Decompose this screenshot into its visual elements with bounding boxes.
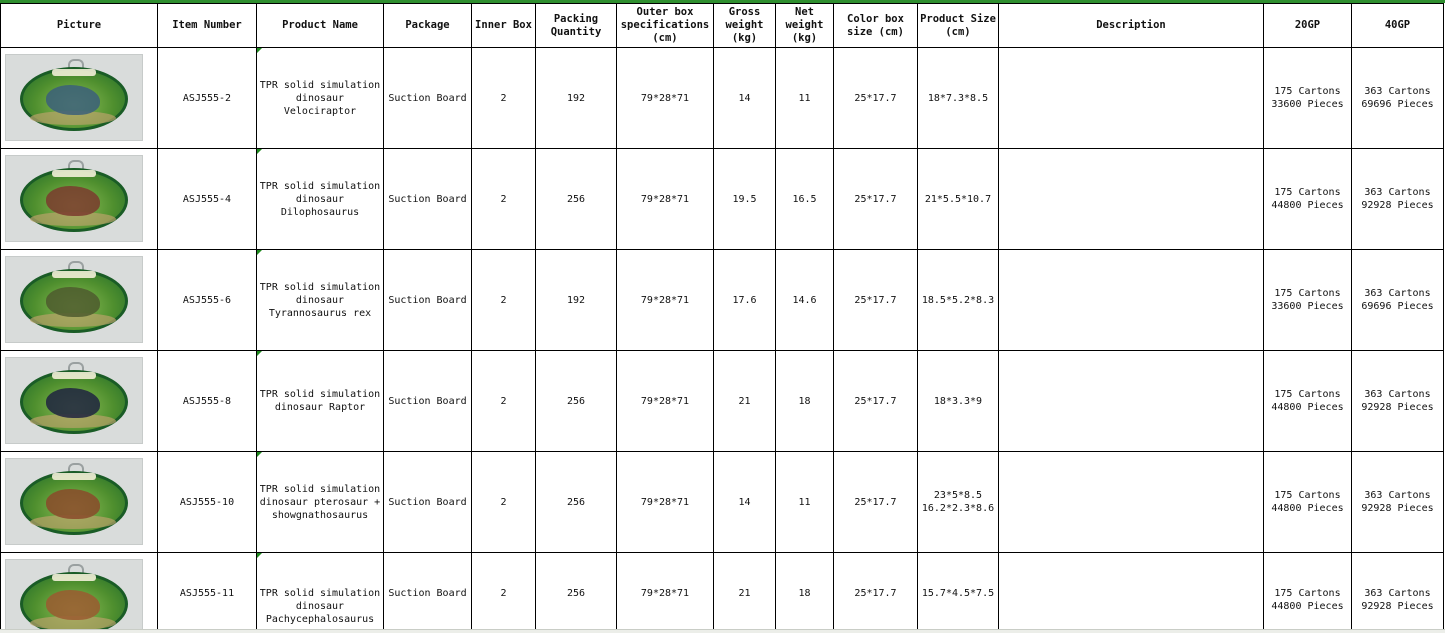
header-product-name[interactable]: Product Name: [257, 4, 384, 48]
packing-quantity-value: 192: [566, 92, 586, 104]
inner-box-cell[interactable]: [472, 149, 536, 250]
product-name-cell[interactable]: [257, 351, 384, 452]
product-size-value: 18.5*5.2*8.3: [921, 294, 995, 306]
color-box-size-value: 25*17.7: [854, 496, 897, 508]
package-value: Suction Board: [388, 588, 467, 599]
outer-box-cell[interactable]: [617, 250, 714, 351]
horizontal-scrollbar[interactable]: [0, 629, 1445, 633]
header-item-number[interactable]: Item Number: [158, 4, 257, 48]
outer-box-cell[interactable]: [617, 351, 714, 452]
net-weight-cell[interactable]: [776, 452, 834, 553]
product-size-value: 23*5*8.5 16.2*2.3*8.6: [921, 490, 995, 514]
package-cell[interactable]: [384, 452, 472, 553]
product-size-value: 18*7.3*8.5: [927, 92, 989, 104]
cell-flag-icon: [257, 250, 262, 255]
packing-quantity-cell[interactable]: [536, 149, 617, 250]
gp40-cell[interactable]: [1352, 452, 1444, 553]
gp40-value: 363 Cartons 92928 Pieces: [1361, 187, 1434, 211]
net-weight-value: 18: [798, 588, 811, 599]
net-weight-cell[interactable]: [776, 553, 834, 633]
packing-quantity-value: 256: [566, 193, 586, 205]
table-row: [1, 351, 1444, 452]
net-weight-value: 14.6: [792, 294, 817, 306]
packaging-banner: [52, 372, 96, 379]
product-image[interactable]: [5, 458, 143, 545]
picture-cell[interactable]: [1, 351, 158, 452]
description-cell[interactable]: [999, 48, 1264, 149]
packing-quantity-value: 256: [566, 496, 586, 508]
inner-box-cell[interactable]: [472, 553, 536, 633]
outer-box-value: 79*28*71: [640, 193, 690, 205]
inner-box-value: 2: [500, 294, 507, 306]
outer-box-cell[interactable]: [617, 149, 714, 250]
item-number-value: ASJ555-8: [182, 395, 232, 407]
table-row: [1, 149, 1444, 250]
gp40-value: 363 Cartons 92928 Pieces: [1361, 490, 1434, 514]
color-box-size-cell[interactable]: [834, 553, 918, 633]
gross-weight-value: 17.6: [732, 294, 757, 306]
gp20-value: 175 Cartons 33600 Pieces: [1271, 288, 1344, 312]
item-number-cell[interactable]: [158, 48, 257, 149]
item-number-value: ASJ555-6: [182, 294, 232, 306]
product-image[interactable]: [5, 54, 143, 141]
header-40gp[interactable]: 40GP: [1352, 4, 1444, 48]
product-image[interactable]: [5, 559, 143, 633]
package-value: Suction Board: [388, 294, 467, 306]
dinosaur-figure: [46, 489, 100, 519]
header-20gp[interactable]: 20GP: [1264, 4, 1352, 48]
header-row: [1, 4, 1444, 48]
gross-weight-value: 19.5: [732, 193, 757, 205]
cell-flag-icon: [257, 452, 262, 457]
gp40-cell[interactable]: [1352, 149, 1444, 250]
gross-weight-value: 21: [738, 588, 751, 599]
gp40-value: 363 Cartons 92928 Pieces: [1361, 389, 1434, 413]
gp20-value: 175 Cartons 44800 Pieces: [1271, 490, 1344, 514]
color-box-size-value: 25*17.7: [854, 395, 897, 407]
packing-quantity-value: 256: [566, 395, 586, 407]
gross-weight-cell[interactable]: [714, 553, 776, 633]
packaging-banner: [52, 574, 96, 581]
inner-box-cell[interactable]: [472, 250, 536, 351]
gp20-cell[interactable]: [1264, 351, 1352, 452]
net-weight-value: 11: [798, 92, 811, 104]
package-cell[interactable]: [384, 48, 472, 149]
inner-box-value: 2: [500, 193, 507, 205]
product-name-value: TPR solid simulation dinosaur pterosaur + showgnathosaurus: [259, 483, 381, 521]
gp40-value: 363 Cartons 69696 Pieces: [1361, 288, 1434, 312]
dinosaur-figure: [46, 85, 100, 115]
header-product-size[interactable]: Product Size (cm): [918, 4, 999, 48]
package-value: Suction Board: [388, 193, 467, 205]
description-cell[interactable]: [999, 250, 1264, 351]
dinosaur-figure: [46, 590, 100, 620]
product-table: [0, 3, 1444, 633]
product-name-value: TPR solid simulation dinosaur Raptor: [259, 389, 381, 413]
product-size-value: 18*3.3*9: [933, 395, 983, 407]
gross-weight-cell[interactable]: [714, 452, 776, 553]
outer-box-value: 79*28*71: [640, 294, 690, 306]
package-value: Suction Board: [388, 395, 467, 407]
color-box-size-value: 25*17.7: [854, 588, 897, 599]
product-name-value: TPR solid simulation dinosaur Velociraptor: [259, 79, 381, 117]
item-number-value: ASJ555-10: [179, 496, 235, 508]
package-cell[interactable]: [384, 553, 472, 633]
packing-quantity-cell[interactable]: [536, 250, 617, 351]
package-value: Suction Board: [388, 496, 467, 508]
product-size-cell[interactable]: [918, 250, 999, 351]
gp40-cell[interactable]: [1352, 48, 1444, 149]
gross-weight-cell[interactable]: [714, 149, 776, 250]
net-weight-value: 18: [798, 395, 811, 407]
gross-weight-cell[interactable]: [714, 48, 776, 149]
product-name-cell[interactable]: [257, 553, 384, 633]
picture-cell[interactable]: [1, 250, 158, 351]
header-package[interactable]: Package: [384, 4, 472, 48]
packing-quantity-cell[interactable]: [536, 351, 617, 452]
product-image[interactable]: [5, 256, 143, 343]
packing-quantity-cell[interactable]: [536, 553, 617, 633]
item-number-cell[interactable]: [158, 351, 257, 452]
gp20-cell[interactable]: [1264, 553, 1352, 633]
gp20-cell[interactable]: [1264, 250, 1352, 351]
package-cell[interactable]: [384, 351, 472, 452]
product-size-cell[interactable]: [918, 149, 999, 250]
package-cell[interactable]: [384, 250, 472, 351]
product-name-cell[interactable]: [257, 149, 384, 250]
product-size-cell[interactable]: [918, 48, 999, 149]
color-box-size-cell[interactable]: [834, 250, 918, 351]
gp20-cell[interactable]: [1264, 149, 1352, 250]
item-number-cell[interactable]: [158, 250, 257, 351]
product-image[interactable]: [5, 155, 143, 242]
gp20-cell[interactable]: [1264, 48, 1352, 149]
packing-quantity-value: 256: [566, 588, 586, 599]
table-row: [1, 250, 1444, 351]
product-size-cell[interactable]: [918, 553, 999, 633]
picture-cell[interactable]: [1, 553, 158, 633]
cell-flag-icon: [257, 351, 262, 356]
item-number-cell[interactable]: [158, 452, 257, 553]
net-weight-cell[interactable]: [776, 48, 834, 149]
color-box-size-cell[interactable]: [834, 48, 918, 149]
gross-weight-cell[interactable]: [714, 351, 776, 452]
color-box-size-value: 25*17.7: [854, 193, 897, 205]
gp20-cell[interactable]: [1264, 452, 1352, 553]
header-packing-quantity[interactable]: Packing Quantity: [536, 4, 617, 48]
color-box-size-cell[interactable]: [834, 351, 918, 452]
dinosaur-figure: [46, 287, 100, 317]
table-row: [1, 553, 1444, 633]
product-size-value: 15.7*4.5*7.5: [921, 588, 995, 599]
gp40-cell[interactable]: [1352, 250, 1444, 351]
item-number-value: ASJ555-4: [182, 193, 232, 205]
header-description[interactable]: Description: [999, 4, 1264, 48]
picture-cell[interactable]: [1, 48, 158, 149]
net-weight-cell[interactable]: [776, 250, 834, 351]
inner-box-cell[interactable]: [472, 452, 536, 553]
product-size-cell[interactable]: [918, 452, 999, 553]
cell-flag-icon: [257, 48, 262, 53]
table-row: [1, 452, 1444, 553]
inner-box-value: 2: [500, 588, 507, 599]
item-number-value: ASJ555-11: [179, 588, 235, 599]
gp40-value: 363 Cartons 69696 Pieces: [1361, 86, 1434, 110]
net-weight-value: 16.5: [792, 193, 817, 205]
gross-weight-value: 14: [738, 496, 751, 508]
product-name-cell[interactable]: [257, 48, 384, 149]
item-number-value: ASJ555-2: [182, 92, 232, 104]
outer-box-value: 79*28*71: [640, 588, 690, 599]
dinosaur-figure: [46, 186, 100, 216]
product-size-value: 21*5.5*10.7: [924, 193, 992, 205]
color-box-size-cell[interactable]: [834, 452, 918, 553]
description-cell[interactable]: [999, 351, 1264, 452]
picture-cell[interactable]: [1, 149, 158, 250]
packaging-banner: [52, 170, 96, 177]
gross-weight-value: 14: [738, 92, 751, 104]
outer-box-value: 79*28*71: [640, 92, 690, 104]
gp20-value: 175 Cartons 33600 Pieces: [1271, 86, 1344, 110]
gp40-value: 363 Cartons 92928 Pieces: [1361, 588, 1434, 612]
gp20-value: 175 Cartons 44800 Pieces: [1271, 389, 1344, 413]
header-picture[interactable]: Picture: [1, 4, 158, 48]
gross-weight-cell[interactable]: [714, 250, 776, 351]
header-outer-box[interactable]: Outer box specifications (cm): [617, 4, 714, 48]
picture-cell[interactable]: [1, 452, 158, 553]
item-number-cell[interactable]: [158, 553, 257, 633]
color-box-size-value: 25*17.7: [854, 294, 897, 306]
product-name-value: TPR solid simulation dinosaur Dilophosaurus: [259, 180, 381, 218]
product-name-value: TPR solid simulation dinosaur Pachycephalosaurus: [259, 588, 381, 625]
description-cell[interactable]: [999, 452, 1264, 553]
packaging-banner: [52, 473, 96, 480]
gp20-value: 175 Cartons 44800 Pieces: [1271, 187, 1344, 211]
header-net-weight[interactable]: Net weight (kg): [776, 4, 834, 48]
inner-box-value: 2: [500, 496, 507, 508]
gross-weight-value: 21: [738, 395, 751, 407]
product-name-cell[interactable]: [257, 250, 384, 351]
outer-box-value: 79*28*71: [640, 395, 690, 407]
packing-quantity-cell[interactable]: [536, 452, 617, 553]
gp20-value: 175 Cartons 44800 Pieces: [1271, 588, 1344, 612]
outer-box-value: 79*28*71: [640, 496, 690, 508]
outer-box-cell[interactable]: [617, 48, 714, 149]
description-cell[interactable]: [999, 553, 1264, 633]
product-name-value: TPR solid simulation dinosaur Tyrannosaurus rex: [259, 281, 381, 319]
cell-flag-icon: [257, 149, 262, 154]
net-weight-cell[interactable]: [776, 149, 834, 250]
inner-box-cell[interactable]: [472, 48, 536, 149]
cell-flag-icon: [257, 553, 262, 558]
package-value: Suction Board: [388, 92, 467, 104]
package-cell[interactable]: [384, 149, 472, 250]
header-inner-box[interactable]: Inner Box: [472, 4, 536, 48]
gp40-cell[interactable]: [1352, 351, 1444, 452]
header-gross-weight[interactable]: Gross weight (kg): [714, 4, 776, 48]
packaging-banner: [52, 69, 96, 76]
color-box-size-value: 25*17.7: [854, 92, 897, 104]
header-color-box-size[interactable]: Color box size (cm): [834, 4, 918, 48]
packing-quantity-value: 192: [566, 294, 586, 306]
inner-box-value: 2: [500, 395, 507, 407]
product-size-cell[interactable]: [918, 351, 999, 452]
color-box-size-cell[interactable]: [834, 149, 918, 250]
net-weight-cell[interactable]: [776, 351, 834, 452]
inner-box-value: 2: [500, 92, 507, 104]
dinosaur-figure: [46, 388, 100, 418]
net-weight-value: 11: [798, 496, 811, 508]
inner-box-cell[interactable]: [472, 351, 536, 452]
outer-box-cell[interactable]: [617, 553, 714, 633]
outer-box-cell[interactable]: [617, 452, 714, 553]
table-row: [1, 48, 1444, 149]
packaging-banner: [52, 271, 96, 278]
packing-quantity-cell[interactable]: [536, 48, 617, 149]
description-cell[interactable]: [999, 149, 1264, 250]
item-number-cell[interactable]: [158, 149, 257, 250]
product-name-cell[interactable]: [257, 452, 384, 553]
product-image[interactable]: [5, 357, 143, 444]
gp40-cell[interactable]: [1352, 553, 1444, 633]
